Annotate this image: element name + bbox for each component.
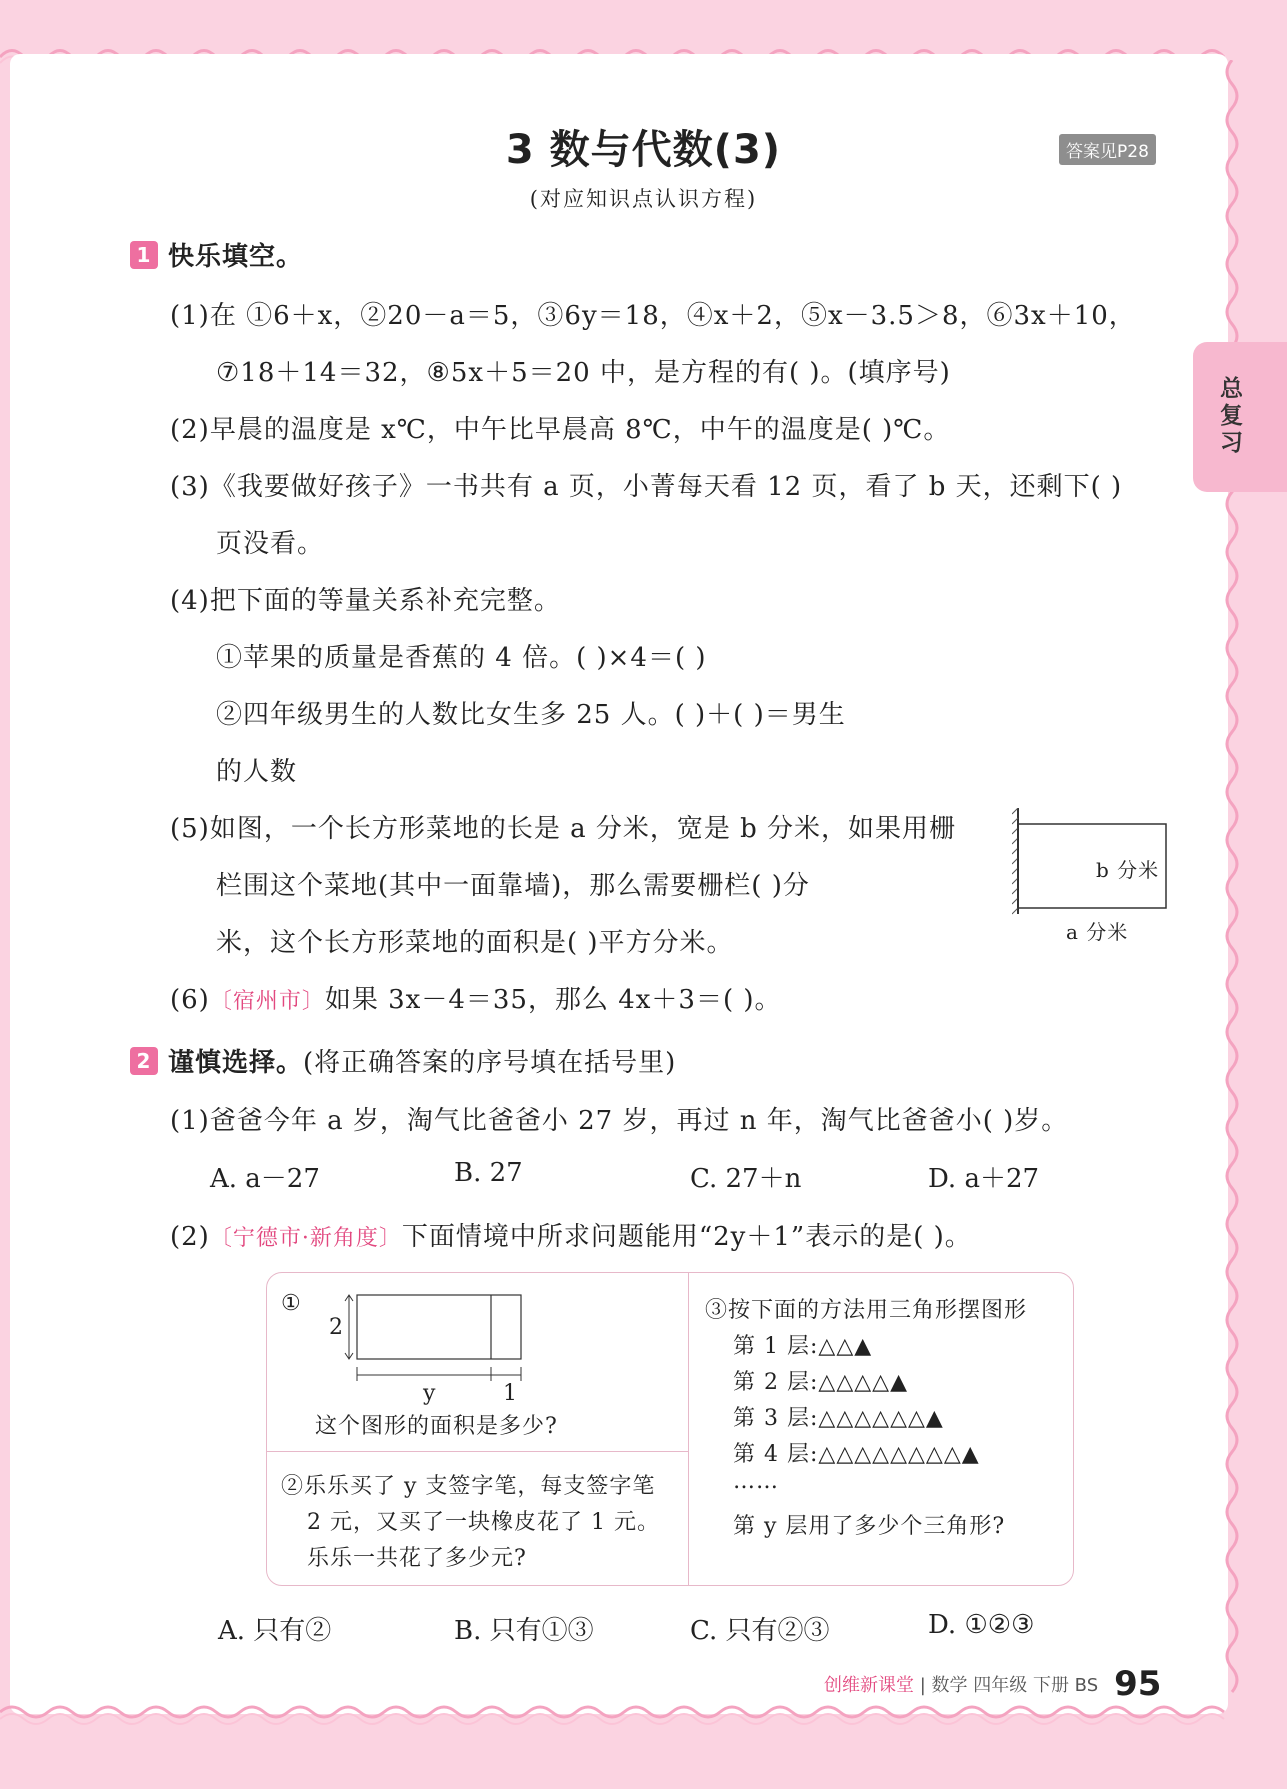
scenario1-one-label: 1 [503,1381,518,1406]
q1-6-line [170,979,782,1016]
answer-reference-badge: 答案见P28 [1059,134,1156,165]
q1-5-line2: 栏围这个菜地(其中一面靠墙)，那么需要栅栏( )分 [216,871,810,901]
scenario3-ellipsis: …… [733,1469,779,1494]
page-subtitle: (对应知识点认识方程) [529,187,758,211]
section2-heading [130,1042,676,1079]
q2-2-line [170,1216,972,1253]
q2-2-option-a[interactable]: A. 只有② [218,1616,332,1646]
side-tab-label: 总复习 [1216,376,1242,457]
section1-number-badge: 1 [130,241,158,269]
q2-2-scenario-box [266,1272,1074,1586]
title-block [0,118,1287,213]
q1-4-heading: (4)把下面的等量关系补充完整。 [170,586,561,616]
section1-heading [130,236,303,273]
scenario3-layer2: 第 2 层:△△△△▲ [733,1370,908,1395]
q1-2-line: (2)早晨的温度是 x℃，中午比早晨高 8℃，中午的温度是( )℃。 [170,415,951,445]
figure-length-label: a 分米 [1066,920,1129,944]
footer-info: | 数学 四年级 下册 BS [914,1675,1099,1696]
q1-3-line1: (3)《我要做好孩子》一书共有 a 页，小菁每天看 12 页，看了 b 天，还剩下( ) [170,472,1123,502]
q1-1-line2: ⑦18＋14＝32，⑧5x＋5＝20 中，是方程的有( )。(填序号) [216,358,951,388]
vegetable-plot-figure [1012,808,1172,948]
page-footer [824,1664,1161,1704]
q1-5-line1: (5)如图，一个长方形菜地的长是 a 分米，宽是 b 分米，如果用栅 [170,814,957,844]
q2-2-option-d[interactable]: D. ①②③ [928,1610,1035,1640]
scenario3-question: 第 y 层用了多少个三角形? [733,1514,1006,1539]
scenario3-layer3: 第 3 层:△△△△△△▲ [733,1406,944,1431]
scenario2-line1: ②乐乐买了 y 支签字笔，每支签字笔 [281,1474,656,1499]
scenario1-rectangle-figure [327,1291,527,1383]
right-wave-border [1222,60,1242,1710]
bottom-wave-border [0,1702,1287,1728]
scenario1-y-label: y [423,1381,437,1406]
q1-4-item2-line1: ②四年级男生的人数比女生多 25 人。( )＋( )＝男生 [216,700,846,730]
q2-1-option-b[interactable]: B. 27 [454,1158,523,1188]
q2-1-line: (1)爸爸今年 a 岁，淘气比爸爸小 27 岁，再过 n 年，淘气比爸爸小( )岁。 [170,1106,1069,1136]
scenario2-line2: 2 元，又买了一块橡皮花了 1 元。 [307,1510,660,1535]
section2-title-note: (将正确答案的序号填在括号里) [303,1048,677,1078]
q2-1-option-a[interactable]: A. a－27 [210,1164,320,1194]
q1-6-source-tag: 〔宿州市〕 [209,989,325,1014]
page-title: 3 数与代数(3) [505,127,782,173]
scenario1-height-label: 2 [329,1315,344,1340]
q2-2-option-c[interactable]: C. 只有②③ [690,1616,830,1646]
q1-6-prefix: (6) [170,985,210,1015]
q2-2-prefix: (2) [170,1222,210,1252]
side-tab-review[interactable] [1193,342,1287,492]
box-horizontal-divider [267,1451,688,1452]
q1-4-item2-line2: 的人数 [216,757,298,787]
q1-3-line2: 页没看。 [216,529,325,559]
q1-6-text: 如果 3x－4＝35，那么 4x＋3＝( )。 [324,985,782,1015]
section2-number-badge: 2 [130,1047,158,1075]
q1-4-item1: ①苹果的质量是香蕉的 4 倍。( )×4＝( ) [216,643,707,673]
q2-1-option-d[interactable]: D. a＋27 [928,1164,1040,1194]
q2-2-option-b[interactable]: B. 只有①③ [454,1616,594,1646]
box-vertical-divider [688,1273,689,1585]
scenario1-question: 这个图形的面积是多少? [315,1414,558,1439]
scenario2-line3: 乐乐一共花了多少元? [307,1546,527,1571]
q2-2-text: 下面情境中所求问题能用“2y＋1”表示的是( )。 [401,1222,972,1252]
section1-title: 快乐填空。 [168,242,304,272]
scenario3-line1: ③按下面的方法用三角形摆图形 [705,1298,1028,1323]
footer-brand: 创维新课堂 [824,1675,914,1696]
q2-1-option-c[interactable]: C. 27＋n [690,1164,802,1194]
q2-2-source-tag: 〔宁德市·新角度〕 [209,1226,402,1251]
page-number: 95 [1114,1664,1162,1704]
scenario3-layer4: 第 4 层:△△△△△△△△▲ [733,1442,980,1467]
scenario3-layer1: 第 1 层:△△▲ [733,1334,873,1359]
figure-width-label: b 分米 [1096,858,1160,882]
section2-title: 谨慎选择。 [168,1048,304,1078]
q1-5-line3: 米，这个长方形菜地的面积是( )平方分米。 [216,928,734,958]
scenario1-mark: ① [281,1291,302,1316]
q1-1-line1: (1)在 ①6＋x，②20－a＝5，③6y＝18，④x＋2，⑤x－3.5＞8，⑥3x＋10， [170,301,1136,331]
